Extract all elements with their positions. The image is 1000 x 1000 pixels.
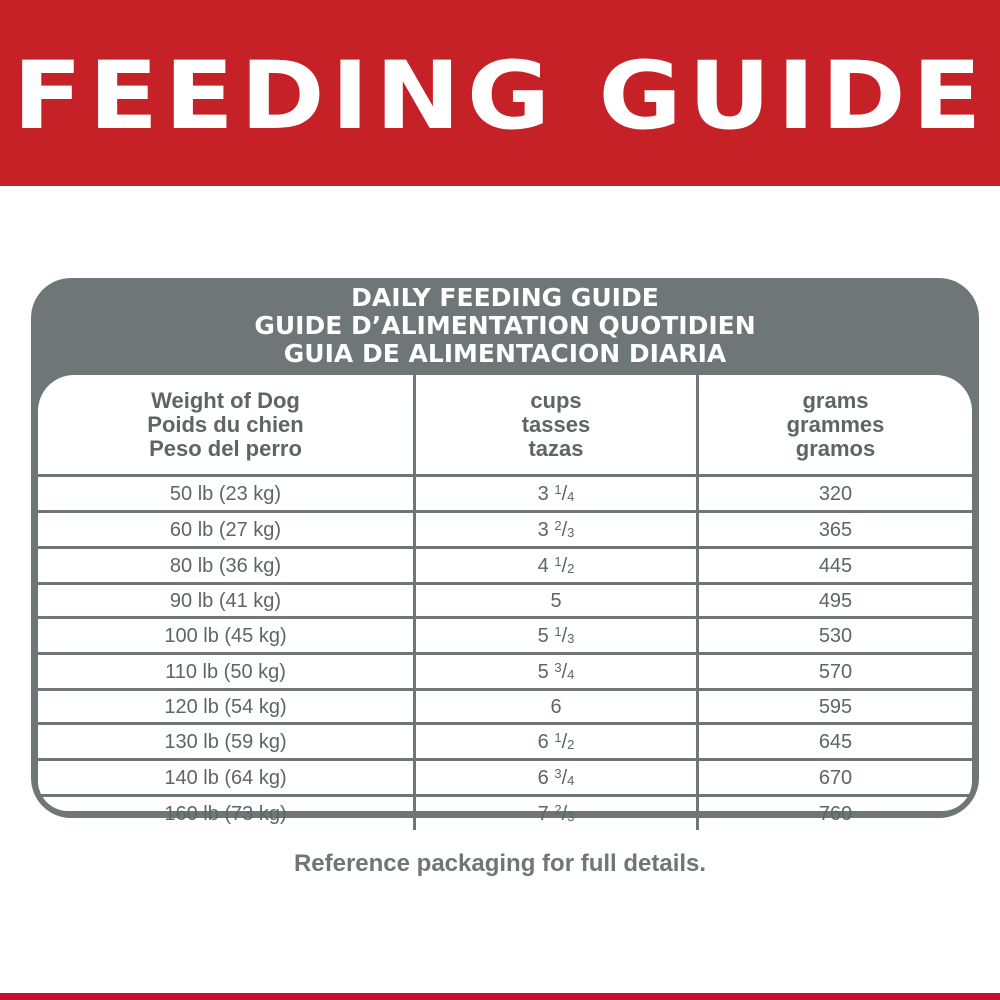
column-header-cups bbox=[415, 375, 698, 476]
cups-cell bbox=[415, 584, 698, 618]
cups-cell bbox=[415, 512, 698, 548]
table-row bbox=[38, 476, 972, 512]
fraction-denominator: 4 bbox=[567, 773, 575, 788]
cups-fraction bbox=[549, 767, 575, 789]
feeding-table bbox=[38, 375, 972, 830]
column-header-weight bbox=[38, 375, 415, 476]
grams-cell: 320 bbox=[698, 476, 973, 512]
header-label: cups bbox=[530, 387, 582, 413]
cups-cell bbox=[415, 796, 698, 831]
fraction-denominator: 4 bbox=[567, 489, 575, 504]
fraction-numerator: 1 bbox=[554, 624, 562, 639]
grams-cell: 530 bbox=[698, 618, 973, 654]
cups-cell bbox=[415, 618, 698, 654]
fraction-slash: / bbox=[561, 767, 568, 789]
fraction-slash: / bbox=[561, 519, 568, 541]
cups-whole: 3 bbox=[537, 483, 549, 505]
weight-cell: 100 lb (45 kg) bbox=[38, 618, 415, 654]
cups-whole: 5 bbox=[537, 661, 549, 683]
bottom-red-strip bbox=[0, 993, 1000, 1000]
grams-cell: 645 bbox=[698, 724, 973, 760]
cups-fraction bbox=[549, 625, 575, 647]
grams-cell: 365 bbox=[698, 512, 973, 548]
feeding-table-body bbox=[38, 375, 972, 825]
header-label: grams bbox=[802, 387, 869, 413]
cups-cell bbox=[415, 654, 698, 690]
table-row bbox=[38, 548, 972, 584]
table-row bbox=[38, 618, 972, 654]
grams-cell: 670 bbox=[698, 760, 973, 796]
grams-cell: 445 bbox=[698, 548, 973, 584]
weight-cell: 50 lb (23 kg) bbox=[38, 476, 415, 512]
fraction-denominator: 2 bbox=[567, 561, 575, 576]
cups-fraction bbox=[549, 483, 575, 505]
fraction-slash: / bbox=[561, 803, 568, 825]
weight-cell: 160 lb (73 kg) bbox=[38, 796, 415, 831]
fraction-slash: / bbox=[561, 625, 568, 647]
fraction-denominator: 3 bbox=[567, 809, 575, 824]
header-label: grammes bbox=[786, 411, 885, 437]
cups-cell bbox=[415, 548, 698, 584]
table-title bbox=[31, 284, 979, 368]
fraction-numerator: 1 bbox=[554, 554, 562, 569]
header-label: tazas bbox=[528, 435, 584, 461]
cups-fraction bbox=[549, 803, 575, 825]
cups-whole: 6 bbox=[550, 695, 562, 718]
fraction-slash: / bbox=[561, 483, 568, 505]
weight-cell: 140 lb (64 kg) bbox=[38, 760, 415, 796]
table-row bbox=[38, 584, 972, 618]
table-row bbox=[38, 760, 972, 796]
fraction-denominator: 2 bbox=[567, 737, 575, 752]
table-header-row bbox=[38, 375, 972, 476]
table-title-french: GUIDE D’ALIMENTATION QUOTIDIEN bbox=[254, 311, 756, 340]
cups-cell bbox=[415, 476, 698, 512]
grams-cell: 760 bbox=[698, 796, 973, 831]
fraction-slash: / bbox=[561, 661, 568, 683]
header-label: Poids du chien bbox=[147, 411, 304, 437]
grams-cell: 570 bbox=[698, 654, 973, 690]
cups-whole: 5 bbox=[537, 625, 549, 647]
fraction-numerator: 3 bbox=[554, 660, 562, 675]
cups-cell bbox=[415, 760, 698, 796]
weight-cell: 80 lb (36 kg) bbox=[38, 548, 415, 584]
fraction-slash: / bbox=[561, 555, 568, 577]
table-row bbox=[38, 724, 972, 760]
fraction-slash: / bbox=[561, 731, 568, 753]
page-title: FEEDING GUIDE bbox=[12, 42, 988, 151]
table-row bbox=[38, 654, 972, 690]
cups-fraction bbox=[549, 731, 575, 753]
cups-whole: 4 bbox=[537, 555, 549, 577]
header-label: gramos bbox=[795, 435, 876, 461]
table-title-spanish: GUIA DE ALIMENTACION DIARIA bbox=[283, 339, 727, 368]
cups-fraction bbox=[549, 519, 575, 541]
fraction-numerator: 1 bbox=[554, 482, 562, 497]
weight-cell: 130 lb (59 kg) bbox=[38, 724, 415, 760]
fraction-denominator: 3 bbox=[567, 631, 575, 646]
cups-whole: 6 bbox=[537, 731, 549, 753]
table-rows bbox=[38, 476, 972, 831]
cups-fraction bbox=[549, 661, 575, 683]
grams-cell: 495 bbox=[698, 584, 973, 618]
table-row bbox=[38, 512, 972, 548]
feeding-table-card bbox=[31, 278, 979, 825]
cups-fraction bbox=[549, 555, 575, 577]
fraction-numerator: 2 bbox=[554, 518, 562, 533]
cups-whole: 6 bbox=[537, 767, 549, 789]
cups-cell bbox=[415, 724, 698, 760]
cups-whole: 7 bbox=[537, 803, 549, 825]
header-label: tasses bbox=[521, 411, 591, 437]
fraction-denominator: 3 bbox=[567, 525, 575, 540]
weight-cell: 60 lb (27 kg) bbox=[38, 512, 415, 548]
table-title-english: DAILY FEEDING GUIDE bbox=[351, 283, 659, 312]
cups-cell bbox=[415, 690, 698, 724]
header-label: Peso del perro bbox=[149, 435, 302, 461]
fraction-numerator: 2 bbox=[554, 802, 562, 817]
table-row bbox=[38, 796, 972, 831]
cups-whole: 3 bbox=[537, 519, 549, 541]
weight-cell: 110 lb (50 kg) bbox=[38, 654, 415, 690]
footnote: Reference packaging for full details. bbox=[293, 850, 707, 877]
header-label: Weight of Dog bbox=[151, 387, 300, 413]
column-header-grams bbox=[698, 375, 973, 476]
table-row bbox=[38, 690, 972, 724]
weight-cell: 120 lb (54 kg) bbox=[38, 690, 415, 724]
fraction-denominator: 4 bbox=[567, 667, 575, 682]
header-banner bbox=[0, 0, 1000, 186]
weight-cell: 90 lb (41 kg) bbox=[38, 584, 415, 618]
fraction-numerator: 1 bbox=[554, 730, 562, 745]
fraction-numerator: 3 bbox=[554, 766, 562, 781]
cups-whole: 5 bbox=[550, 589, 562, 612]
grams-cell: 595 bbox=[698, 690, 973, 724]
